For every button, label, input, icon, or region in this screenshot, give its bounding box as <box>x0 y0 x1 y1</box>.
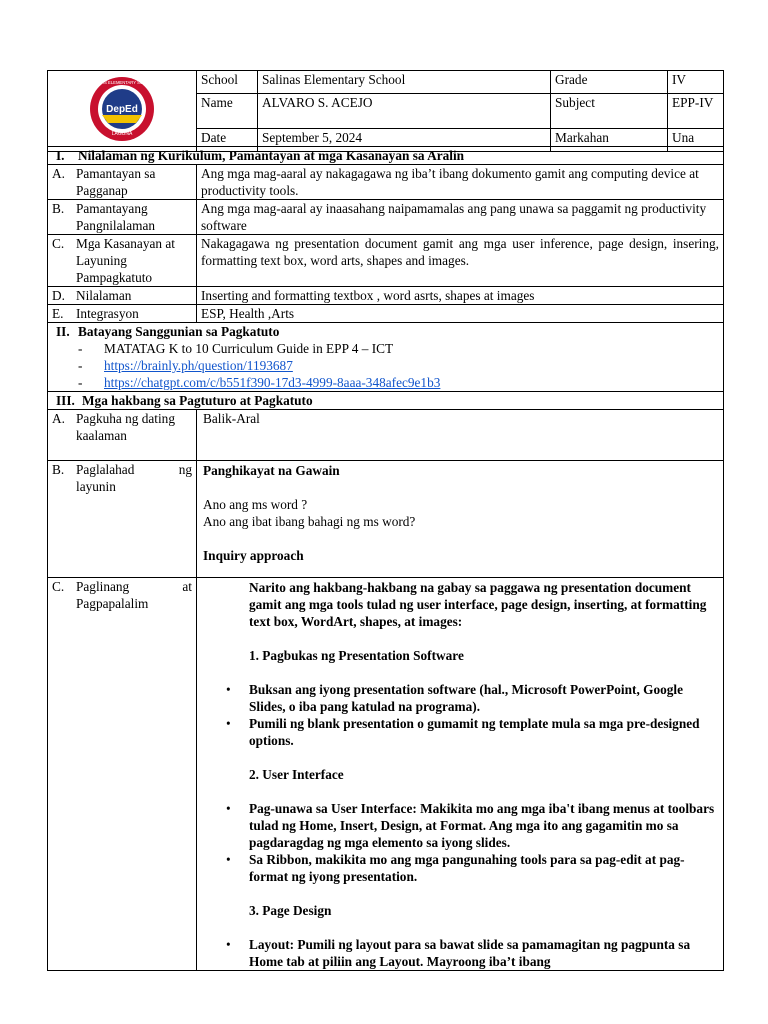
main-table <box>47 146 724 971</box>
row-letter: C. <box>52 579 65 594</box>
section2-roman: II. <box>56 324 70 339</box>
table-row <box>48 287 724 305</box>
reference-link[interactable]: https://brainly.ph/question/1193687 <box>104 358 293 373</box>
row-label: Nilalaman <box>76 288 132 303</box>
list-item: • Sa Ribbon, makikita mo ang mga pangunahing tools para sa pag-edit at pag-format ng iyong presentation. <box>249 851 719 885</box>
section2-title: Batayang Sanggunian sa Pagkatuto <box>78 324 280 339</box>
row-letter: D. <box>52 288 65 303</box>
section1-roman: I. <box>56 148 65 163</box>
section2-block <box>48 323 724 392</box>
intro-paragraph: Narito ang hakbang-hakbang na gabay sa paggawa ng presentation document gamit ang mga tools tulad ng user interface, page design, inserting, at formatting text box, WordArt, shapes, at images: <box>249 580 707 629</box>
approach-text: Inquiry approach <box>203 548 304 563</box>
row-value: Inserting and formatting textbox , word asrts, shapes at images <box>197 287 724 305</box>
header-table <box>47 70 724 152</box>
row-label: Integrasyon <box>76 306 139 321</box>
row-value: ESP, Health ,Arts <box>197 305 724 323</box>
row-value: Ang mga mag-aaral ay inaasahang naipamamalas ang pang unawa sa paggamit ng productivity software <box>197 200 724 235</box>
section3-heading <box>48 392 724 410</box>
table-row <box>48 578 724 971</box>
date-label: Date <box>197 129 258 152</box>
step-heading: 3. Page Design <box>249 903 332 918</box>
school-logo <box>88 75 156 143</box>
section1-title: Nilalaman ng Kurikulum, Pamantayan at mga Kasanayan sa Aralin <box>78 148 465 163</box>
row-label: Paglalahad ng layunin <box>76 462 192 494</box>
panghikayat-heading: Panghikayat na Gawain <box>203 463 340 478</box>
list-item: • Layout: Pumili ng layout para sa bawat slide sa pamamagitan ng pagpunta sa Home tab at piliin ang Layout. Mayroong iba’t ibang <box>249 936 719 970</box>
list-item: • Pumili ng blank presentation o gumamit ng template mula sa mga pre-designed options. <box>249 715 719 749</box>
row-value: Ang mga mag-aaral ay nakagagawa ng iba’t ibang dokumento gamit ang computing device at productivity tools. <box>197 165 724 200</box>
reference-list <box>52 340 719 391</box>
list-item: • Buksan ang iyong presentation software (hal., Microsoft PowerPoint, Google Slides, o iba pang katulad na programa). <box>249 681 719 715</box>
logo-cell <box>48 71 197 152</box>
step-heading: 1. Pagbukas ng Presentation Software <box>249 648 464 663</box>
table-row <box>48 410 724 461</box>
table-row <box>48 461 724 578</box>
row-label: Pagkuha ng dating kaalaman <box>76 411 175 443</box>
reference-item <box>78 374 719 391</box>
name-value: ALVARO S. ACEJO <box>258 94 551 129</box>
row-label: Pamantayang Pangnilalaman <box>76 201 156 233</box>
list-item: • Pag-unawa sa User Interface: Makikita mo ang mga iba't ibang menus at toolbars tulad ng Home, Insert, Design, at Format. Ang mga ito ang gagamitin mo sa pagdaragdag ng mga elemento sa iyong slides. <box>249 800 719 851</box>
row-label: Mga Kasanayan at Layuning Pampagkatuto <box>76 236 175 285</box>
row-letter: B. <box>52 201 65 216</box>
school-label: School <box>197 71 258 94</box>
name-label: Name <box>197 94 258 129</box>
table-row <box>48 235 724 287</box>
step2-list <box>249 800 719 885</box>
grade-label: Grade <box>551 71 668 94</box>
school-value: Salinas Elementary School <box>258 71 551 94</box>
row-value: Nakagagawa ng presentation document gamit ang mga user inference, page design, insering, formatting text box, word arts, shapes and images. <box>197 235 724 287</box>
section1-heading <box>48 147 724 165</box>
row-label: Paglinang at Pagpapalalim <box>76 579 192 611</box>
step1-list <box>249 681 719 749</box>
reference-item: - MATATAG K to 10 Curriculum Guide in EPP 4 – ICT <box>78 340 719 357</box>
balik-aral-text: Balik-Aral <box>197 410 724 461</box>
row-letter: A. <box>52 411 65 426</box>
row-letter: C. <box>52 236 65 251</box>
row-letter: B. <box>52 462 65 477</box>
reference-item <box>78 357 719 374</box>
question-text: Ano ang ibat ibang bahagi ng ms word? <box>203 514 416 529</box>
table-row <box>48 165 724 200</box>
table-row <box>48 200 724 235</box>
paglinang-cell <box>197 578 724 971</box>
row-letter: E. <box>52 306 64 321</box>
subject-label: Subject <box>551 94 668 129</box>
markahan-label: Markahan <box>551 129 668 152</box>
table-row <box>48 305 724 323</box>
section3-roman: III. <box>56 393 75 408</box>
date-value: September 5, 2024 <box>258 129 551 152</box>
markahan-value: Una <box>668 129 724 152</box>
grade-value: IV <box>668 71 724 94</box>
row-letter: A. <box>52 166 65 181</box>
row-label: Pamantayan sa Pagganap <box>76 166 156 198</box>
section3-title: Mga hakbang sa Pagtuturo at Pagkatuto <box>82 393 313 408</box>
paglalahad-cell <box>197 461 724 578</box>
subject-value: EPP-IV <box>668 94 724 129</box>
step-heading: 2. User Interface <box>249 767 344 782</box>
question-text: Ano ang ms word ? <box>203 497 308 512</box>
reference-link[interactable]: https://chatgpt.com/c/b551f390-17d3-4999-8aaa-348afec9e1b3 <box>104 375 441 390</box>
svg-text:SALINAS ELEMENTARY SCHOOL: SALINAS ELEMENTARY SCHOOL <box>89 80 155 85</box>
svg-text:LAGUNA: LAGUNA <box>111 131 133 137</box>
svg-text:DepEd: DepEd <box>106 104 138 115</box>
step3-list <box>249 936 719 970</box>
